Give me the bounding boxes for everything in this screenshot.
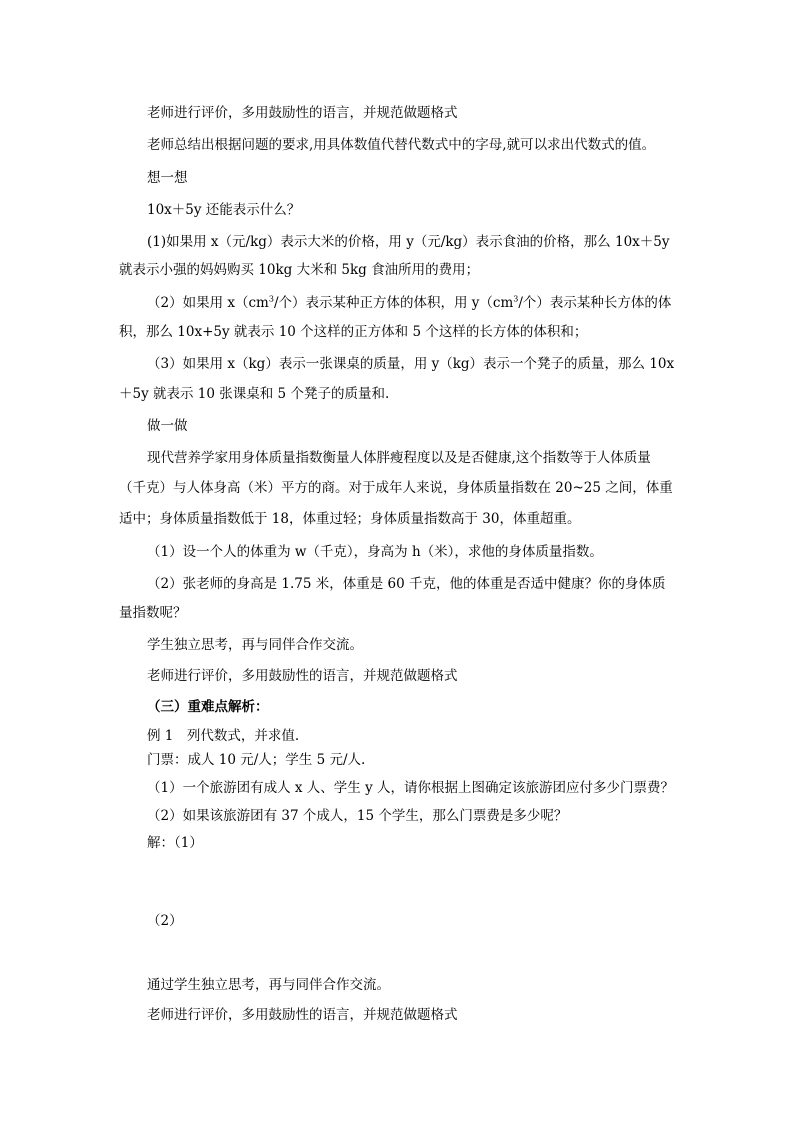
section-heading: 想一想 [147,170,188,186]
text-line: 门票：成人 10 元/人；学生 5 元/人. [147,752,366,768]
section-heading: （三）重难点解析： [147,699,269,715]
question-line: （1）一个旅游团有成人 x 人、学生 y 人，请你根据上图确定该旅游团应付多少门票费？ [147,780,674,796]
text-line: （3）如果用 x（kg）表示一张课桌的质量，用 y（kg）表示一个凳子的质量，那么 10x [147,356,675,372]
text-line: 老师进行评价，多用鼓励性的语言，并规范做题格式 [147,1007,458,1023]
text-line: 学生独立思考，再与同伴合作交流。 [147,637,363,653]
text-line: 通过学生独立思考，再与同伴合作交流。 [147,977,390,993]
text-line: （1）设一个人的体重为 w（千克），身高为 h（米），求他的身体质量指数。 [147,544,603,560]
section-heading: 做一做 [147,418,188,434]
text-line: (1)如果用 x（元/kg）表示大米的价格，用 y（元/kg）表示食油的价格，那么 10x＋5y [147,234,670,250]
text-line: 老师进行评价，多用鼓励性的语言，并规范做题格式 [147,668,458,684]
text-line: （2）张老师的身高是 1.75 米，体重是 60 千克，他的体重是否适中健康？你的身体质 [147,576,666,592]
text-segment: /个）表示某种正方体的体积，用 y（cm [273,295,514,311]
superscript: 3 [513,294,519,304]
example-title: 例 1 列代数式，并求值. [147,728,300,744]
text-line: 现代营养学家用身体质量指数衡量人体胖瘦程度以及是否健康,这个指数等于人体质量 [147,450,651,466]
text-segment: （2）如果用 x（cm [147,295,269,311]
answer-label: （2） [147,913,183,929]
text-line: 10x＋5y 还能表示什么？ [147,202,301,218]
text-line: （千克）与人体身高（米）平方的商。对于成年人来说，身体质量指数在 20~25 之间，体重 [119,480,673,496]
text-line: 量指数呢？ [119,605,187,621]
superscript: 3 [268,294,274,304]
text-line: 老师总结出根据问题的要求,用具体数值代替代数式中的字母,就可以求出代数式的值。 [147,137,656,153]
text-line: 就表示小强的妈妈购买 10kg 大米和 5kg 食油所用的费用； [119,262,480,278]
text-line: ＋5y 就表示 10 张课桌和 5 个凳子的质量和. [119,386,390,402]
text-line [147,295,671,311]
text-line: 老师进行评价，多用鼓励性的语言，并规范做题格式 [147,105,458,121]
answer-label: 解：（1） [147,835,203,851]
text-line: 适中；身体质量指数低于 18，体重过轻；身体质量指数高于 30，体重超重。 [119,511,581,527]
text-segment: /个）表示某种长方体的体 [518,295,672,311]
question-line: （2）如果该旅游团有 37 个成人，15 个学生，那么门票费是多少呢？ [147,808,568,824]
text-line: 积，那么 10x+5y 就表示 10 个这样的正方体和 5 个这样的长方体的体积和； [119,324,588,340]
